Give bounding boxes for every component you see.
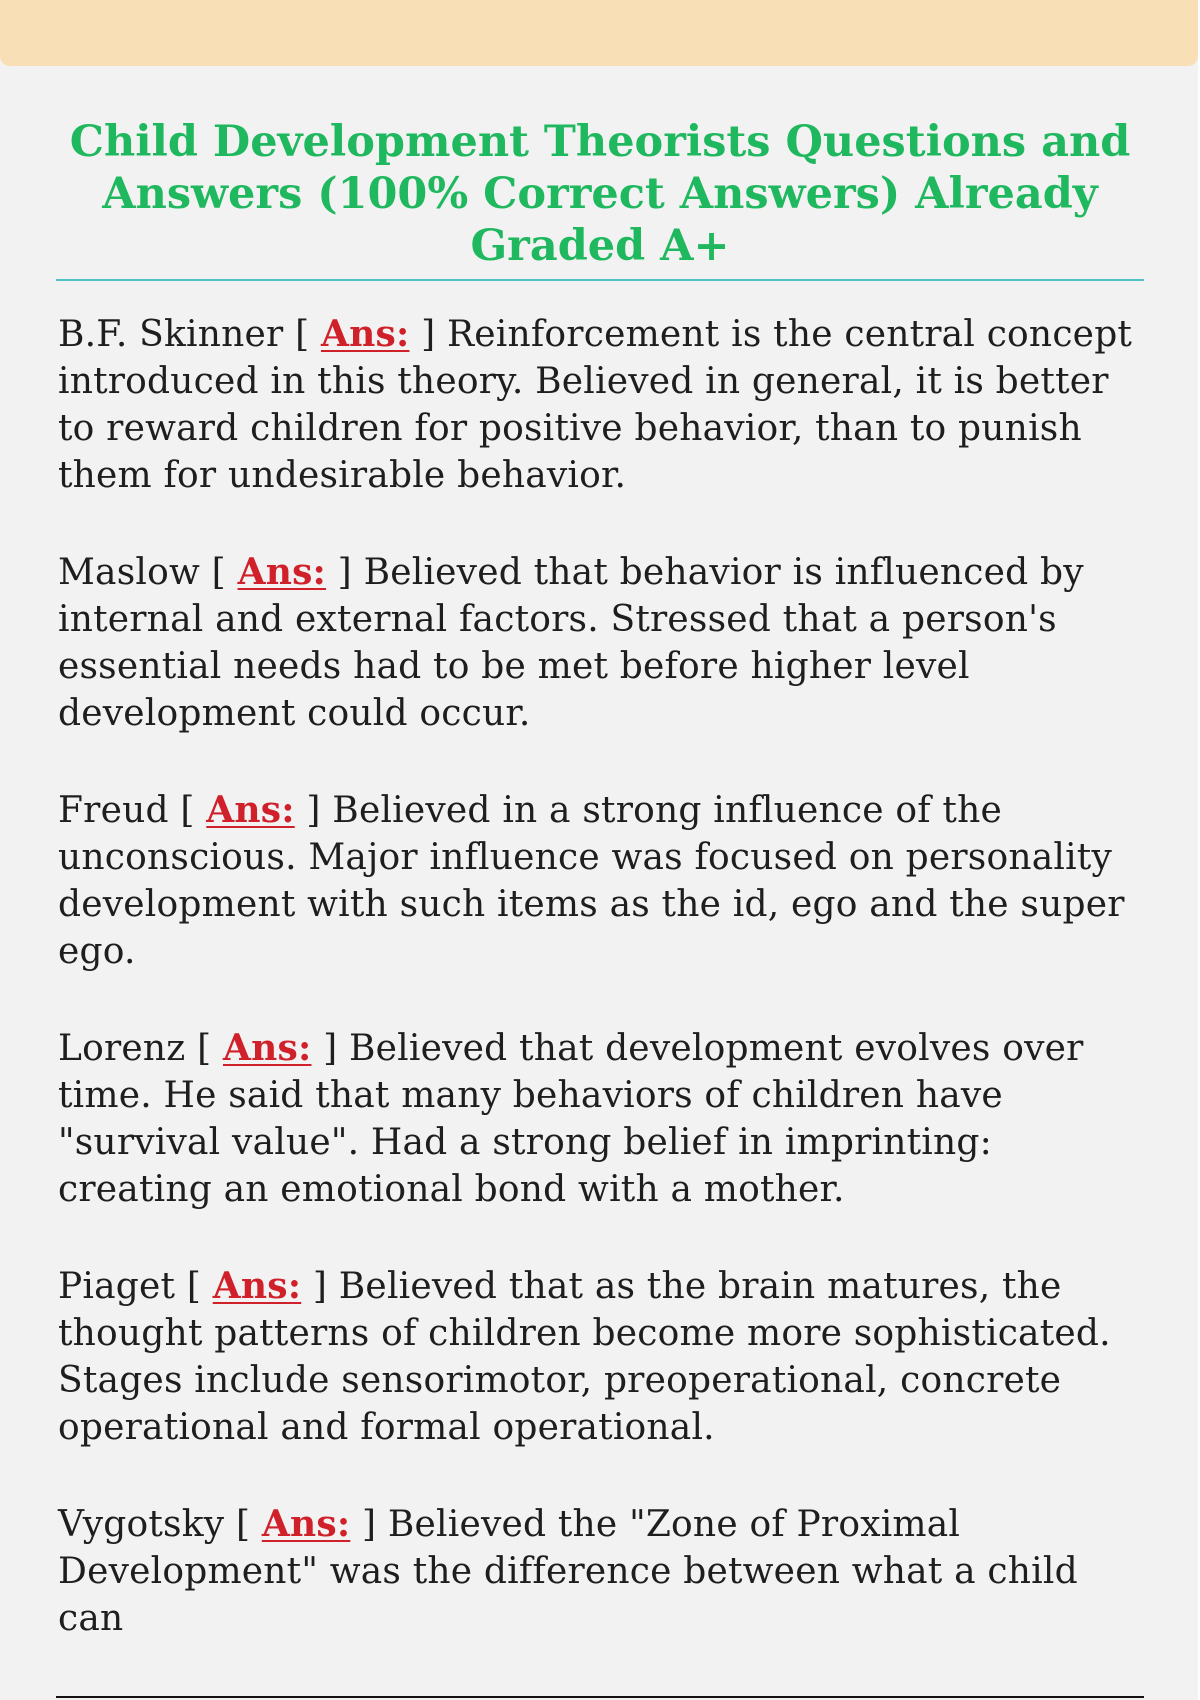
title-divider <box>56 279 1144 281</box>
document-title: Child Development Theorists Questions and Answers (100% Correct Answers) Already Graded A+ <box>69 117 1131 271</box>
answer-label: Ans: <box>206 789 295 831</box>
term: Lorenz <box>58 1028 186 1069</box>
term: B.F. Skinner <box>58 314 284 355</box>
term: Freud <box>58 790 169 831</box>
qa-item: Piaget [ Ans: ] Believed that as the brain matures, the thought patterns of children become more sophisticated. Stages include sensorimotor, preoperational, concrete operational and formal operational. <box>58 1265 1111 1448</box>
qa-list <box>58 311 1148 1639</box>
answer-label: Ans: <box>320 313 410 355</box>
term: Maslow <box>58 552 201 593</box>
answer-text: Believed the "Zone of Proximal Development" was the difference between what a child can <box>58 1504 1078 1639</box>
answer-text: Believed that behavior is influenced by internal and external factors. Stressed that a person's essential needs had to be met before higher level development could occur. <box>58 552 1084 734</box>
qa-item: B.F. Skinner [ Ans: ] Reinforcement is the central concept introduced in this theory. Believed in general, it is better to reward children for positive behavior, than to punish them for undesirable behavior. <box>58 313 1133 496</box>
answer-label: Ans: <box>261 1503 351 1545</box>
answer-text: Believed that as the brain matures, the thought patterns of children become more sophisticated. Stages include sensorimotor, preoperational, concrete operational and formal operational. <box>58 1266 1111 1448</box>
top-banner <box>0 0 1198 66</box>
answer-label: Ans: <box>223 1027 312 1069</box>
qa-item: Vygotsky [ Ans: ] Believed the "Zone of Proximal Development" was the difference between what a child can <box>58 1503 1078 1639</box>
term: Vygotsky <box>58 1504 225 1545</box>
bottom-divider <box>56 1696 1144 1698</box>
answer-text: Reinforcement is the central concept introduced in this theory. Believed in general, it is better to reward children for positive behavior, than to punish them for undesirable behavior. <box>58 314 1133 496</box>
answer-label: Ans: <box>212 1265 302 1307</box>
answer-text: Believed in a strong influence of the unconscious. Major influence was focused on personality development with such items as the id, ego and the super ego. <box>58 790 1125 972</box>
term: Piaget <box>58 1266 176 1307</box>
qa-item: Freud [ Ans: ] Believed in a strong influence of the unconscious. Major influence was focused on personality development with such items as the id, ego and the super ego. <box>58 789 1125 972</box>
answer-label: Ans: <box>237 551 327 593</box>
qa-item: Lorenz [ Ans: ] Believed that development evolves over time. He said that many behaviors of children have "survival value". Had a strong belief in imprinting: creating an emotional bond with a mother. <box>58 1027 1084 1210</box>
qa-item: Maslow [ Ans: ] Believed that behavior is influenced by internal and external factors. Stressed that a person's essential needs had to be met before higher level development could occur. <box>58 551 1084 734</box>
answer-text: Believed that development evolves over time. He said that many behaviors of children have "survival value". Had a strong belief in imprinting: creating an emotional bond with a mother. <box>58 1028 1084 1210</box>
